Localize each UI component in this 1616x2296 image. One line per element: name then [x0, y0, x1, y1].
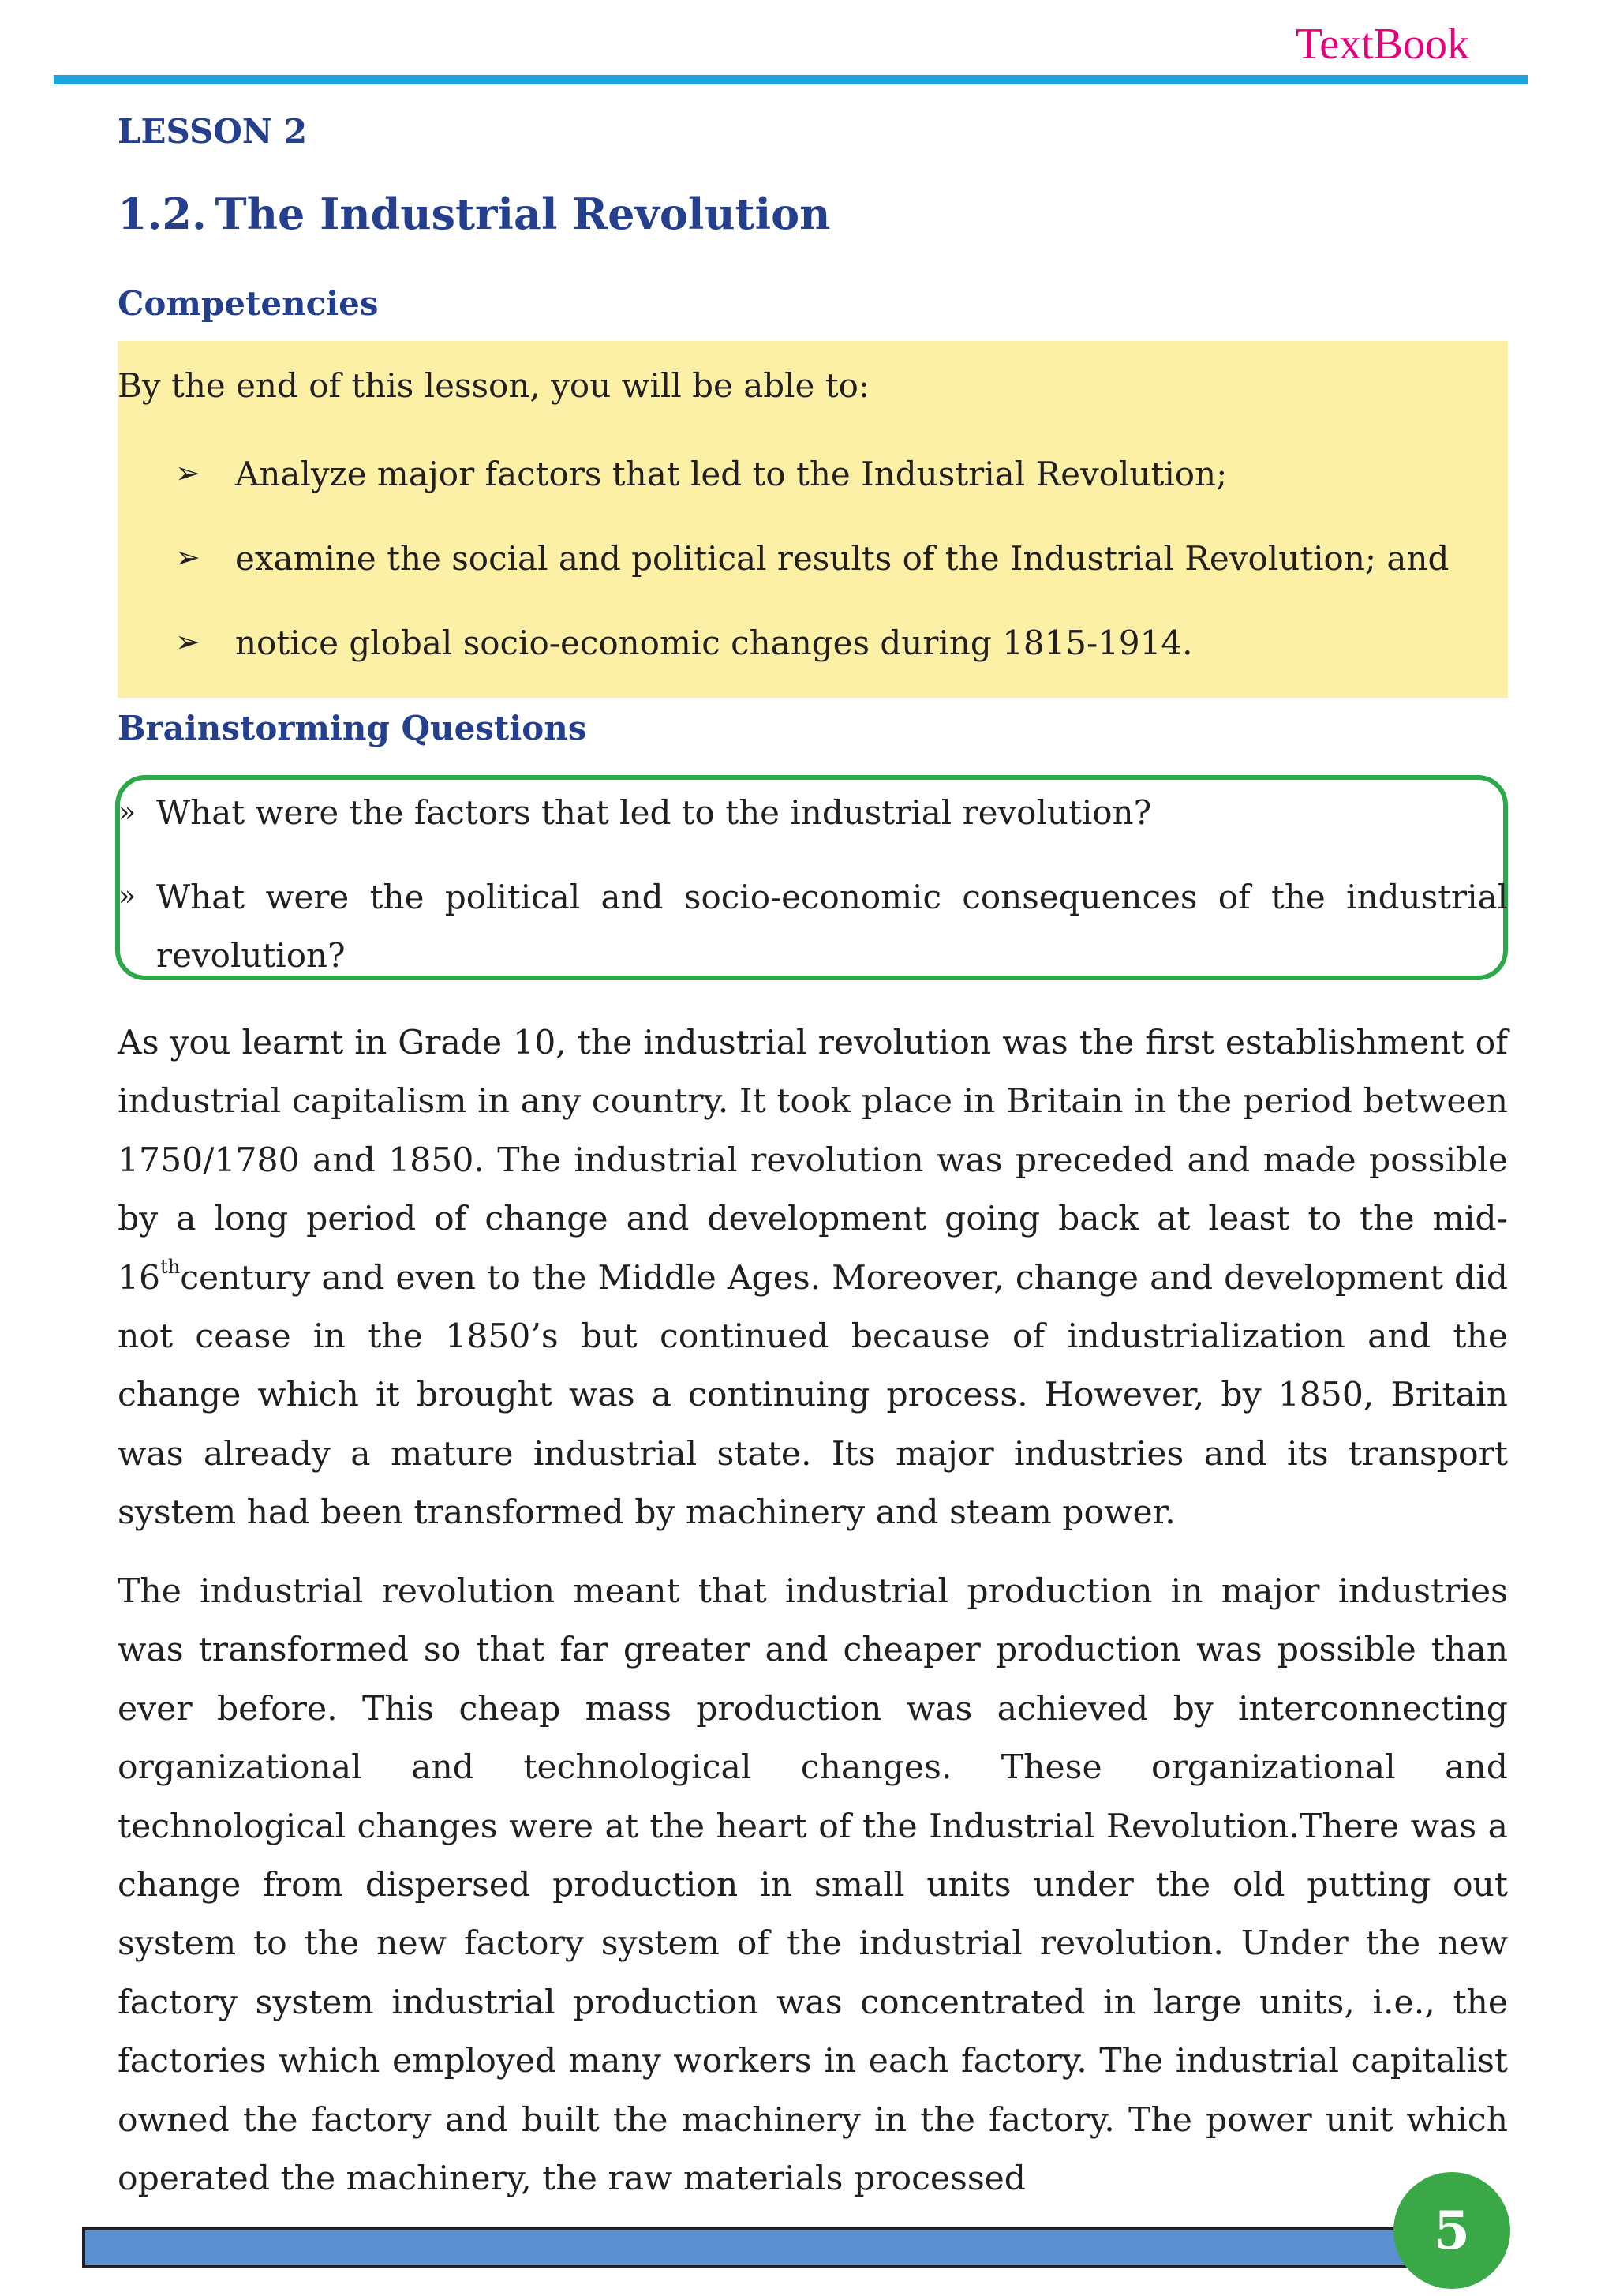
competency-text: Analyze major factors that led to the Industrial Revolution;: [235, 455, 1228, 493]
brainstorming-heading: Brainstorming Questions: [118, 709, 587, 747]
question-marker: »: [118, 796, 137, 829]
body-paragraph: [118, 1014, 1508, 1543]
footer-bar: [82, 2227, 1423, 2268]
competencies-intro: By the end of this lesson, you will be able to:: [118, 366, 870, 405]
competency-text: examine the social and political results of the Industrial Revolution; and: [235, 539, 1450, 578]
textbook-brand: TextBook: [1295, 20, 1469, 69]
arrowhead-bullet-icon: ➢: [175, 540, 200, 575]
brainstorm-question: What were the political and socio-economic consequences of the industrial revolution?: [156, 878, 1508, 975]
brainstorm-question: What were the factors that led to the industrial revolution?: [156, 793, 1152, 832]
question-marker: »: [118, 880, 137, 912]
arrowhead-bullet-icon: ➢: [175, 455, 200, 490]
section-title: 1.2. The Industrial Revolution: [118, 189, 831, 239]
competency-text: notice global socio-economic changes during 1815-1914.: [235, 624, 1193, 662]
header-rule: [54, 75, 1528, 84]
superscript: th: [160, 1255, 181, 1278]
competencies-heading: Competencies: [118, 284, 379, 323]
arrowhead-bullet-icon: ➢: [175, 624, 200, 659]
lesson-label: LESSON 2: [118, 112, 308, 151]
body-paragraph: The industrial revolution meant that industrial production in major industries was transformed so that far greater and cheaper production was possible than ever before. This cheap mass production was achieved by interconnecting organizational and technological changes. These organizational and technological changes were at the heart of the Industrial Revolution.There was a change from dispersed production in small units under the old putting out system to the new factory system of the industrial revolution. Under the new factory system industrial production was concentrated in large units, i.e., the factories which employed many workers in each factory. The industrial capitalist owned the factory and built the machinery in the factory. The power unit which operated the machinery, the raw materials processed: [118, 1572, 1508, 2199]
page-number: 5: [1393, 2172, 1510, 2289]
paragraph-text: century and even to the Middle Ages. Moreover, change and development did not cease in the 1850’s but continued because of industrialization and the change which it brought was a continuing process. However, by 1850, Britain was already a mature industrial state. Its major industries and its transport system had been transformed by machinery and steam power.: [118, 1258, 1508, 1533]
paragraph-text: As you learnt in Grade 10, the industrial revolution was the first establishment of industrial capitalism in any country. It took place in Britain in the period between 1750/1780 and 1850. The industrial revolution was preceded and made possible by a long period of change and development going back at least to the mid-16: [118, 1024, 1508, 1298]
